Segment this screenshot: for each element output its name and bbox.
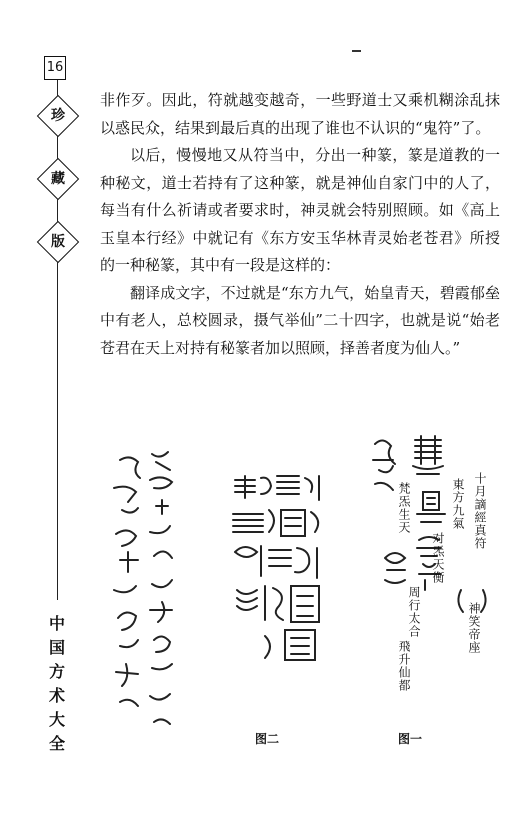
badge-ban	[38, 222, 78, 262]
fig1-note-e: 神笑帝座	[467, 602, 481, 654]
talisman-figure-2	[225, 470, 335, 690]
fig1-note-d: 对炁天衡	[431, 532, 445, 584]
fig1-note-b: 梵炁生天	[397, 482, 411, 534]
fig1-note-c: 周行太合	[407, 586, 421, 638]
body-text	[100, 87, 500, 362]
badge-char: 珍	[51, 108, 65, 124]
header-mark	[352, 50, 361, 52]
book-side-title	[44, 612, 70, 756]
side-title-char: 术	[48, 686, 65, 705]
paragraph-3: 翻译成文字，不过就是“东方九气，始皇青天，碧霞郁垒中有老人，总校圆录，摄气举仙”二十四字，也就是说“始老苍君在天上对持有秘篆者加以照顾，择善者度为仙人。”	[100, 283, 500, 357]
paragraph-2: 以后，慢慢地又从符当中，分出一种篆，篆是道教的一种秘文，道士若持有了这种篆，就是神仙自家门中的人了，每当有什么祈请或者要求时，神灵就会特别照顾。如《高上玉皇本行经》中就记有《东方安玉华林青灵始老苍君》所授的一种秘篆，其中有一段是这样的：	[100, 146, 500, 274]
side-title-char: 国	[48, 638, 65, 657]
figure-2-caption: 图二	[255, 732, 280, 746]
badge-zhen	[38, 96, 78, 136]
badge-cang	[38, 159, 78, 199]
badge-char: 版	[51, 234, 65, 250]
paragraph-1: 非作歹。因此，符就越变越奇，一些野道士又乘机糊涂乱抹以惑民众，结果到最后真的出现了谁也不认识的“鬼符”了。	[100, 91, 500, 137]
side-title-char: 方	[48, 662, 65, 681]
talisman-figures	[100, 430, 510, 760]
fig1-note-f: 飛升仙都	[397, 640, 411, 692]
seal-script-columns	[100, 440, 200, 740]
badge-char: 藏	[51, 171, 65, 187]
page-number: 16	[44, 56, 66, 80]
figure-1-caption: 图一	[398, 732, 423, 746]
side-title-char: 全	[48, 734, 65, 753]
fig1-note-top-right: 十月謫經真符	[473, 472, 487, 550]
side-title-char: 大	[48, 710, 65, 729]
side-title-char: 中	[48, 614, 65, 633]
fig1-note-a: 東方九氣	[451, 478, 465, 530]
